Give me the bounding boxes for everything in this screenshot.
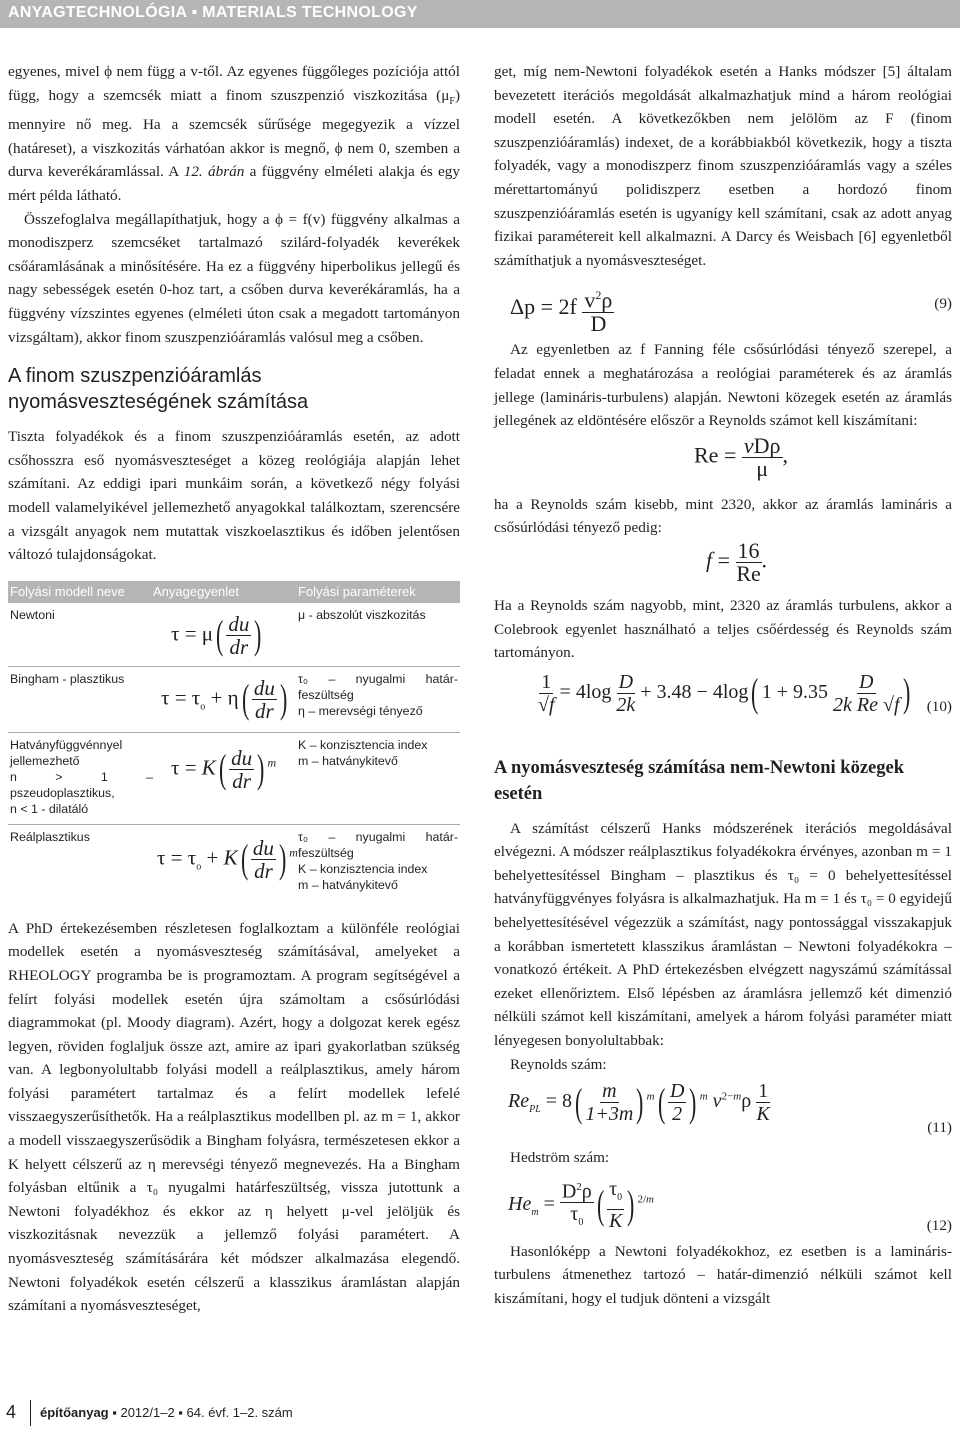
model-name: Reálplasztikus bbox=[10, 829, 90, 844]
model-params: μ - abszolút viszkozitás bbox=[298, 607, 426, 622]
reynolds-equation: Re = $\frac{\text{vDρ}}{\mu}$ , bbox=[694, 432, 788, 481]
table-row bbox=[8, 603, 460, 667]
paragraph-2: Összefoglalva megállapíthatjuk, hogy a ϕ = f(v) függvény alkalmas a monodiszperz szemcséket tartalmazó szilárd-folyadék keverékek csőáramlásának a minősítésére. Ha ez a függvény hiperbolikus jellegű és nagy sebességek esetén 0-hoz tart, a csőben durva keverékáramlás, ha a függvény vízszintes egyenes (elméleti úton csak a megadott tartományon vizsgáltam), akkor finom szuszpenzióáramlás valósul meg a csőben. bbox=[8, 210, 460, 346]
paragraph-r5: A számítást célszerű Hanks módszerének iterációs megoldásával elvégezni. A módszer reálplasztikus folyadékokra érvényes, azonban m = 1 behelyettesítéssel Bingham – plasztikus és τ₀ = 0 behelyettesítéssel hatványfüggvényes folyásra is alkalmazhatjuk. Ha m = 1 és τ₀ = 0 egyidejű behelyettesítésével végezzük a számítást, nagy pontossággal visszakapjuk a korábban ismertetett klasszikus áramlástan – Newtoni folyadékokra – vonatkozó értékeit. A PhD értekezésben elvégzett nagyszámú számítással ezeket ellenőriztem. Első lépésben az áramlásra jellemző két dimenzió nélküli számot kell kiszámítani, amelyek a három folyási paraméter miatt lényegesen bonyolultabbak: bbox=[494, 819, 952, 1050]
equation-newtonian: τ = μ( $\frac{du}{dr}$ ) bbox=[171, 611, 262, 659]
laminar-friction-equation: f = $\frac{16}{Re}$ . bbox=[706, 537, 768, 586]
page-header bbox=[0, 0, 960, 28]
section-heading-non-newtonian: A nyomásveszteség számítása nem-Newtoni közegek esetén bbox=[494, 757, 905, 804]
table-row bbox=[8, 825, 460, 909]
paragraph-r6: Hasonlóképp a Newtoni folyadékokhoz, ez esetben is a lamináris-turbulens átmenethez tartozó – határ-dimenzió nélküli számot kell kiszámítani, hogy el tudjuk dönteni a vizsgált bbox=[494, 1242, 952, 1307]
equation-11: $Re_{PL} = 8$( $\frac{m}{1+3m}$ ) $^m$( $\frac{D}{2}$ ) $^m$ $v^{2-m}\rho$ $\frac{1}{K}$ (11) bbox=[494, 1076, 952, 1146]
journal-section-title: ANYAGTECHNOLÓGIA ▪ MATERIALS TECHNOLOGY bbox=[8, 4, 418, 21]
model-name: Newtoni bbox=[10, 607, 55, 622]
right-column bbox=[494, 60, 952, 1311]
hedstrom-label: Hedström szám: bbox=[510, 1149, 610, 1167]
equation-number: (12) bbox=[926, 1216, 952, 1234]
page-footer bbox=[0, 1398, 960, 1431]
header-model-name: Folyási modell neve bbox=[10, 583, 125, 599]
paragraph-3: Tiszta folyadékok és a finom szuszpenzióáramlás esetén, az adott csőhosszra eső nyomásveszteséget a közeg reológiája alapján lehet számítani. Az eddigi ipari munkáim során, a következő négy folyási modell valamelyikével jellemezhető anyagokkal találkoztam, szerencsére a vizsgált anyagok nem mutattak viszkoelasztikus és időben jelentősen változó tulajdonságokat. bbox=[8, 428, 460, 564]
footer-divider bbox=[30, 1400, 31, 1426]
model-params: τ₀ – nyugalmi határ-feszültség K – konzisztencia index m – hatványkitevő bbox=[298, 829, 458, 892]
model-params: K – konzisztencia index m – hatványkitevő bbox=[298, 737, 428, 768]
equation-real-plastic: $\tau = \tau_o + K$( $\frac{du}{dr}$ ) $^m$ bbox=[157, 835, 298, 883]
header-parameters: Folyási paraméterek bbox=[298, 583, 416, 599]
paragraph-r1: get, míg nem-Newtoni folyadékok esetén a Hanks módszer [5] általam bevezetett iterációs megoldását alkalmazhatjuk mind a három reológiai modell esetén. A következőkben nem jelölöm az F (finom szuszpenzióáramlás) indexet, de a korábbiakból következik, hogy a tiszta folyadék, vagy a monodiszperz finom szuszpenzióáramlás vagy a széles mérettartományú polidiszperz esetben a hordozó finom szuszpenzióáramlás esetén is ugyanígy kell számítani, csak az adott anyag fizikai paramétereit kell alkalmazni. A Darcy és Weisbach [6] egyenletből számíthatjuk a nyomásveszteséget. bbox=[494, 63, 952, 269]
equation-10: $\frac{1}{√f}$ = 4log $\frac{D}{2k}$ + 3.48 − 4log( 1 + 9.35 $\frac{D}{\text{2k Re √f}}$ ) (10) bbox=[494, 665, 952, 741]
page-number: 4 bbox=[6, 1402, 17, 1422]
paragraph-r4: Ha a Reynolds szám nagyobb, mint, 2320 az áramlás turbulens, akkor a Colebrook egyenlet használható a teljes csőérdesség és Reynolds szám tartományon. bbox=[494, 596, 952, 662]
equation-number: (11) bbox=[927, 1119, 952, 1137]
footer-publication-info: építőanyag ▪ 2012/1–2 ▪ 64. évf. 1–2. szám bbox=[40, 1405, 293, 1420]
paragraph-r3: ha a Reynolds szám kisebb, mint 2320, akkor az áramlás lamináris a csősúrlódási tényező pedig: bbox=[494, 495, 952, 537]
reynolds-label: Reynolds szám: bbox=[510, 1055, 607, 1073]
paragraph-r2: Az egyenletben az f Fanning féle csősúrlódási tényező szerepel, a feladat ennek a meghatározása a reológiai paraméterek és az áramlás jellege (lamináris-turbulens) alapján. Newtoni közegek esetén az áramlás jellegének az eldöntésére először a Reynolds számot kell kiszámítani: bbox=[494, 341, 952, 430]
equation-9: Δp = 2f $\frac{v^2\rho}{D}$ (9) bbox=[494, 272, 952, 338]
model-params: τ₀ – nyugalmi határ-feszültség η – merevségi tényező bbox=[298, 671, 458, 718]
table-header bbox=[8, 581, 460, 603]
paragraph-4: A PhD értekezésemben részletesen foglalkoztam a különféle reológiai modellek esetén a nyomásveszteség számításával, amelyeket a RHEOLOGY programba be is programoztam. A program segítségével a felírt folyási modellek esetén újra számoltam a csősúrlódási diagrammokat (pl. Moody diagram). Azért, hogy a dolgozat kerek egész legyen, röviden foglaljuk össze azt, amire az ipari gyakorlatban szükség van. A legbonyolultabb folyási modell a reálplasztikus, amely három folyási paramétert tartalmaz és a felírt modellek lefelé visszaegyszerűsíthetők. Ha a reálplasztikus modellben pl. az m = 1, akkor a modell visszaegyszerűsödik a Bingham folyásra, természetesen ekkor a K helyett célszerű az η merevségi tényező megnevezés. Ha a Bingham folyásban eltűnik a τ₀ nyugalmi határfeszültség, vissza jutottunk a Newtoni folyadékhoz és ekkor az η helyett μ-vel jelöljük és viszkozitásnak nevezzük a jellemző folyási paramétert. A nyomásveszteség számításárára két módszer alkalmazása elegendő. Newtoni folyadékok esetén célszerű a klasszikus áramlástan alapján számítani a nyomásveszteséget, bbox=[8, 919, 460, 1315]
equation-number: (9) bbox=[934, 295, 952, 313]
equation-12: $He_m$ = $\frac{D^2\rho}{\tau_0}$ ( $\frac{\tau_0}{K}$ ) $^{2/m}$ (12) bbox=[494, 1170, 952, 1240]
table-row bbox=[8, 667, 460, 733]
rheology-model-table bbox=[8, 581, 460, 909]
paragraph-1: egyenes, mivel ϕ nem függ a v-től. Az egyenes függőleges pozíciója attól függ, hogy a szemcsék miatt a finom szuszpenzió viszkozitása $(\mu_F)$ mennyire nő meg. Ha a szemcsék sűrűsége megegyezik a vízzel (határeset), a viszkozitás várhatóan akkor is megnő, ϕ nem 0, szemben a durva keverékáramlással. A 12. ábrán a függvény elméleti alakja és egy mért példa látható. bbox=[8, 63, 460, 204]
header-equation: Anyagegyenlet bbox=[153, 583, 240, 599]
left-column bbox=[8, 60, 460, 1318]
equation-power-law: τ = K( $\frac{du}{dr}$ ) $^m$ bbox=[171, 745, 277, 793]
equation-number: (10) bbox=[926, 697, 952, 715]
model-name: Hatványfüggvénnyel jellemezhető n > 1 – pszeudoplasztikus, n < 1 - dilatáló bbox=[10, 737, 153, 816]
model-name: Bingham - plasztikus bbox=[10, 671, 125, 686]
journal-brand: építőanyag bbox=[40, 1405, 109, 1420]
section-heading-fine-suspension: A finom szuszpenzióáramlás nyomásveszteségének számítása bbox=[8, 365, 309, 414]
table-row bbox=[8, 733, 460, 825]
equation-bingham: $\tau = \tau_o + \eta$( $\frac{du}{dr}$ ) bbox=[161, 675, 288, 723]
